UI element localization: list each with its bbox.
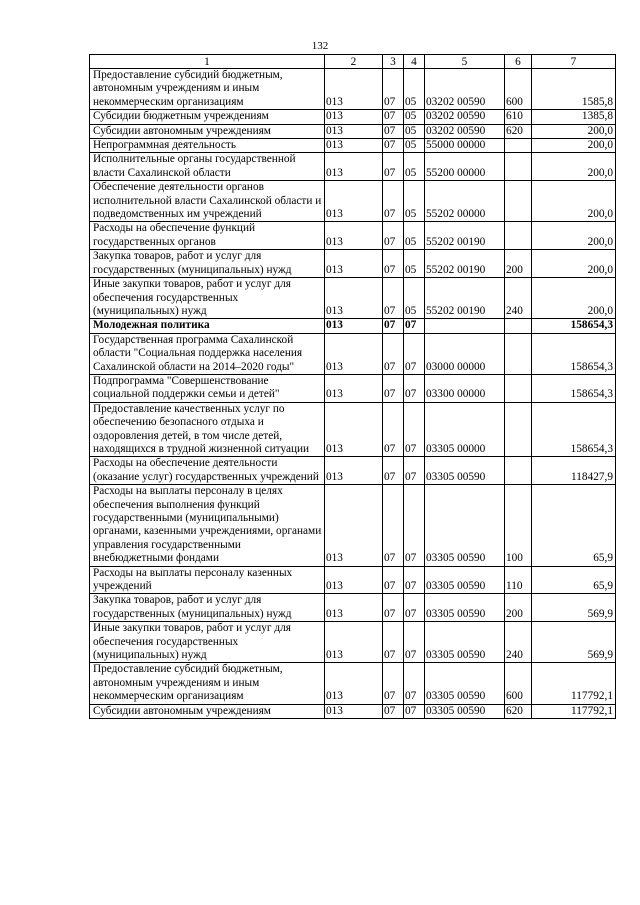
ministry-code-cell: 013 — [325, 69, 383, 110]
section-code-cell: 07 — [383, 69, 404, 110]
expense-name-cell: Расходы на обеспечение деятельности (оказание услуг) государственных учреждений — [90, 457, 325, 485]
expense-name-cell: Предоставление субсидий бюджетным, автономным учреждениям и иным некоммерческим организациям — [90, 69, 325, 110]
amount-cell: 158654,3 — [532, 402, 616, 457]
expense-name-cell: Расходы на выплаты персоналу в целях обеспечения выполнения функций государственными (муниципальными) органами, казенными учреждениями, органами управления государственными внебюджетными фондами — [90, 485, 325, 566]
target-article-cell: 03305 00590 — [425, 457, 505, 485]
section-code-cell: 07 — [383, 124, 404, 138]
expense-name-cell: Расходы на выплаты персоналу казенных учреждений — [90, 566, 325, 594]
section-code-cell: 07 — [383, 250, 404, 278]
target-article-cell: 55202 00000 — [425, 181, 505, 222]
amount-cell: 158654,3 — [532, 333, 616, 374]
section-code-cell: 07 — [383, 319, 404, 333]
subsection-code-cell: 07 — [404, 333, 425, 374]
expense-type-cell: 110 — [505, 566, 532, 594]
section-code-cell: 07 — [383, 402, 404, 457]
expense-name-cell: Иные закупки товаров, работ и услуг для обеспечения государственных (муниципальных) нужд — [90, 278, 325, 319]
section-code-cell: 07 — [383, 566, 404, 594]
subsection-code-cell: 07 — [404, 663, 425, 704]
subsection-code-cell: 05 — [404, 278, 425, 319]
subsection-code-cell: 07 — [404, 402, 425, 457]
subsection-code-cell: 05 — [404, 110, 425, 124]
subsection-code-cell: 07 — [404, 622, 425, 663]
table-row — [90, 566, 616, 594]
section-code-cell: 07 — [383, 485, 404, 566]
target-article-cell: 03305 00590 — [425, 622, 505, 663]
subsection-code-cell: 05 — [404, 250, 425, 278]
target-article-cell: 03305 00590 — [425, 594, 505, 622]
expense-type-cell — [505, 333, 532, 374]
amount-cell: 200,0 — [532, 181, 616, 222]
table-row — [90, 250, 616, 278]
subsection-code-cell: 05 — [404, 181, 425, 222]
table-body — [90, 55, 616, 719]
section-code-cell: 07 — [383, 222, 404, 250]
expense-type-cell — [505, 402, 532, 457]
expense-type-cell: 600 — [505, 663, 532, 704]
amount-cell: 200,0 — [532, 153, 616, 181]
section-code-cell: 07 — [383, 457, 404, 485]
column-header: 4 — [404, 55, 425, 69]
ministry-code-cell: 013 — [325, 110, 383, 124]
expense-name-cell: Иные закупки товаров, работ и услуг для обеспечения государственных (муниципальных) нужд — [90, 622, 325, 663]
expense-type-cell — [505, 374, 532, 402]
target-article-cell: 55200 00000 — [425, 153, 505, 181]
table-row — [90, 402, 616, 457]
expense-type-cell: 240 — [505, 278, 532, 319]
subsection-code-cell: 07 — [404, 457, 425, 485]
target-article-cell: 03305 00000 — [425, 402, 505, 457]
section-code-cell: 07 — [383, 110, 404, 124]
ministry-code-cell: 013 — [325, 124, 383, 138]
ministry-code-cell: 013 — [325, 181, 383, 222]
section-code-cell: 07 — [383, 153, 404, 181]
amount-cell: 200,0 — [532, 278, 616, 319]
amount-cell: 569,9 — [532, 594, 616, 622]
expense-type-cell: 240 — [505, 622, 532, 663]
table-header-row — [90, 55, 616, 69]
expense-name-cell: Закупка товаров, работ и услуг для государственных (муниципальных) нужд — [90, 594, 325, 622]
expense-name-cell: Подпрограмма "Совершенствование социальной поддержки семьи и детей" — [90, 374, 325, 402]
amount-cell: 65,9 — [532, 485, 616, 566]
amount-cell: 200,0 — [532, 222, 616, 250]
section-code-cell: 07 — [383, 374, 404, 402]
table-row — [90, 663, 616, 704]
column-header: 2 — [325, 55, 383, 69]
expense-name-cell: Непрограммная деятельность — [90, 139, 325, 153]
subsection-code-cell: 07 — [404, 374, 425, 402]
table-row — [90, 181, 616, 222]
ministry-code-cell: 013 — [325, 485, 383, 566]
subsection-code-cell: 05 — [404, 139, 425, 153]
subsection-code-cell: 07 — [404, 704, 425, 718]
expense-type-cell: 620 — [505, 704, 532, 718]
table-row — [90, 69, 616, 110]
page-number: 132 — [311, 40, 329, 52]
ministry-code-cell: 013 — [325, 319, 383, 333]
ministry-code-cell: 013 — [325, 374, 383, 402]
ministry-code-cell: 013 — [325, 222, 383, 250]
ministry-code-cell: 013 — [325, 704, 383, 718]
expense-type-cell: 600 — [505, 69, 532, 110]
expense-type-cell — [505, 222, 532, 250]
table-row — [90, 333, 616, 374]
amount-cell: 1385,8 — [532, 110, 616, 124]
target-article-cell: 55000 00000 — [425, 139, 505, 153]
column-header: 1 — [90, 55, 325, 69]
ministry-code-cell: 013 — [325, 457, 383, 485]
target-article-cell: 03202 00590 — [425, 110, 505, 124]
section-code-cell: 07 — [383, 278, 404, 319]
target-article-cell: 03305 00590 — [425, 704, 505, 718]
section-code-cell: 07 — [383, 704, 404, 718]
target-article-cell: 55202 00190 — [425, 278, 505, 319]
target-article-cell: 55202 00190 — [425, 222, 505, 250]
expense-name-cell: Субсидии автономным учреждениям — [90, 704, 325, 718]
ministry-code-cell: 013 — [325, 139, 383, 153]
ministry-code-cell: 013 — [325, 663, 383, 704]
target-article-cell: 03202 00590 — [425, 124, 505, 138]
subsection-code-cell: 05 — [404, 153, 425, 181]
budget-table — [89, 54, 616, 719]
subsection-code-cell: 05 — [404, 124, 425, 138]
column-header: 5 — [425, 55, 505, 69]
table-row — [90, 485, 616, 566]
expense-type-cell — [505, 139, 532, 153]
amount-cell: 1585,8 — [532, 69, 616, 110]
section-code-cell: 07 — [383, 663, 404, 704]
expense-name-cell: Государственная программа Сахалинской области "Социальная поддержка населения Сахалинской области на 2014–2020 годы" — [90, 333, 325, 374]
section-code-cell: 07 — [383, 181, 404, 222]
expense-type-cell: 100 — [505, 485, 532, 566]
table-row — [90, 139, 616, 153]
amount-cell: 117792,1 — [532, 663, 616, 704]
table-row — [90, 278, 616, 319]
ministry-code-cell: 013 — [325, 622, 383, 663]
subsection-code-cell: 07 — [404, 485, 425, 566]
section-code-cell: 07 — [383, 594, 404, 622]
ministry-code-cell: 013 — [325, 250, 383, 278]
expense-type-cell — [505, 319, 532, 333]
table-row — [90, 704, 616, 718]
section-code-cell: 07 — [383, 139, 404, 153]
amount-cell: 200,0 — [532, 139, 616, 153]
ministry-code-cell: 013 — [325, 566, 383, 594]
expense-type-cell — [505, 457, 532, 485]
expense-name-cell: Субсидии автономным учреждениям — [90, 124, 325, 138]
table-row — [90, 622, 616, 663]
subsection-code-cell: 05 — [404, 222, 425, 250]
amount-cell: 158654,3 — [532, 374, 616, 402]
expense-name-cell: Предоставление субсидий бюджетным, автономным учреждениям и иным некоммерческим организациям — [90, 663, 325, 704]
table-row — [90, 457, 616, 485]
amount-cell: 158654,3 — [532, 319, 616, 333]
subsection-code-cell: 05 — [404, 69, 425, 110]
expense-type-cell — [505, 181, 532, 222]
amount-cell: 200,0 — [532, 250, 616, 278]
expense-name-cell: Молодежная политика — [90, 319, 325, 333]
table-row — [90, 319, 616, 333]
subsection-code-cell: 07 — [404, 319, 425, 333]
expense-name-cell: Субсидии бюджетным учреждениям — [90, 110, 325, 124]
ministry-code-cell: 013 — [325, 402, 383, 457]
table-row — [90, 153, 616, 181]
expense-type-cell — [505, 153, 532, 181]
ministry-code-cell: 013 — [325, 153, 383, 181]
table-row — [90, 124, 616, 138]
table-row — [90, 222, 616, 250]
target-article-cell: 03305 00590 — [425, 663, 505, 704]
amount-cell: 569,9 — [532, 622, 616, 663]
ministry-code-cell: 013 — [325, 594, 383, 622]
amount-cell: 118427,9 — [532, 457, 616, 485]
target-article-cell: 03202 00590 — [425, 69, 505, 110]
table-row — [90, 374, 616, 402]
amount-cell: 117792,1 — [532, 704, 616, 718]
target-article-cell — [425, 319, 505, 333]
subsection-code-cell: 07 — [404, 594, 425, 622]
expense-name-cell: Расходы на обеспечение функций государственных органов — [90, 222, 325, 250]
target-article-cell: 03000 00000 — [425, 333, 505, 374]
target-article-cell: 55202 00190 — [425, 250, 505, 278]
target-article-cell: 03305 00590 — [425, 485, 505, 566]
table-row — [90, 594, 616, 622]
expense-type-cell: 200 — [505, 594, 532, 622]
expense-name-cell: Закупка товаров, работ и услуг для государственных (муниципальных) нужд — [90, 250, 325, 278]
target-article-cell: 03300 00000 — [425, 374, 505, 402]
column-header: 7 — [532, 55, 616, 69]
section-code-cell: 07 — [383, 622, 404, 663]
expense-name-cell: Исполнительные органы государственной власти Сахалинской области — [90, 153, 325, 181]
expense-type-cell: 200 — [505, 250, 532, 278]
expense-type-cell: 610 — [505, 110, 532, 124]
subsection-code-cell: 07 — [404, 566, 425, 594]
section-code-cell: 07 — [383, 333, 404, 374]
ministry-code-cell: 013 — [325, 278, 383, 319]
target-article-cell: 03305 00590 — [425, 566, 505, 594]
column-header: 3 — [383, 55, 404, 69]
column-header: 6 — [505, 55, 532, 69]
table-row — [90, 110, 616, 124]
expense-type-cell: 620 — [505, 124, 532, 138]
ministry-code-cell: 013 — [325, 333, 383, 374]
expense-name-cell: Обеспечение деятельности органов исполнительной власти Сахалинской области и подведомственных им учреждений — [90, 181, 325, 222]
amount-cell: 65,9 — [532, 566, 616, 594]
amount-cell: 200,0 — [532, 124, 616, 138]
expense-name-cell: Предоставление качественных услуг по обеспечению безопасного отдыха и оздоровления детей, в том числе детей, находящихся в трудной жизненной ситуации — [90, 402, 325, 457]
